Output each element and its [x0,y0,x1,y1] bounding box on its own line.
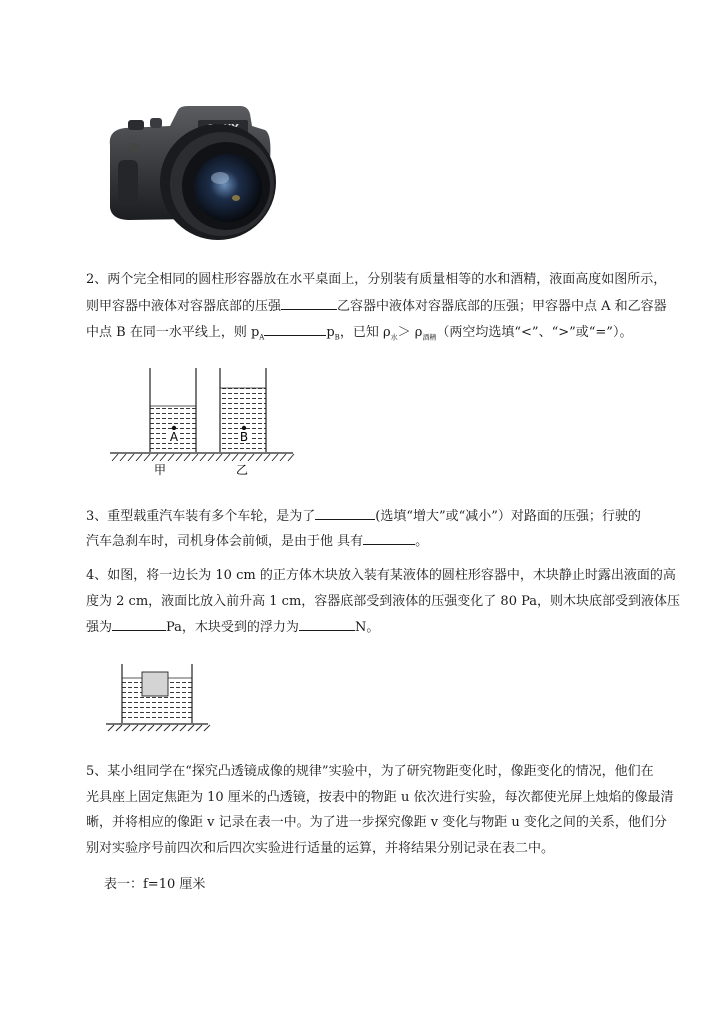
q2-line3: 中点 B 在同一水平线上，则 $p_A$ $p_B$，已知 $\rho_水> \rho_{酒精}$（两空均选填“<”、“>”或“=”）。 [86,322,632,348]
point-a-label: A [169,430,179,444]
table-caption: 表一：f=10 厘米 [104,877,206,892]
point-b-label: B [239,430,249,444]
container-yi-label: 乙 [236,463,249,477]
q5-line2: 光具座上固定焦距为 10 厘米的凸透镜，按表中的物距 u 依次进行实验，每次都使光屏上烛焰的像最清 [86,790,674,805]
q5-line1: 5、某小组同学在“探究凸透镜成像的规律”实验中，为了研究物距变化时，像距变化的情况，他们在 [86,764,654,779]
answer-blank[interactable] [363,531,415,545]
q4-line2: 度为 2 cm，液面比放入前升高 1 cm，容器底部受到液体的压强变化了 80 Pa，则木块底部受到液体压 [86,594,681,609]
wood-block-diagram [104,660,214,740]
q3-line1: 3、重型载重汽车装有多个车轮，是为了 (选填“增大”或“减小”）对路面的压强；行驶的 [86,506,641,527]
q5-line4: 别对实验序号前四次和后四次实验进行适量的运算，并将结果分别记录在表二中。 [86,841,555,856]
q4-line3: 强为 Pa，木块受到的浮力为 N。 [86,617,379,638]
containers-diagram [108,366,298,486]
q2-line1: 2、两个完全相同的圆柱形容器放在水平桌面上，分别装有质量相等的水和酒精，液面高度如图所示， [86,272,667,287]
camera-image [100,100,290,245]
q4-line1: 4、如图，将一边长为 10 cm 的正方体木块放入装有某液体的圆柱形容器中，木块静止时露出液面的高 [86,568,676,583]
answer-blank[interactable] [281,296,337,310]
q3-line2: 汽车急刹车时，司机身体会前倾，是由于他 具有 。 [86,531,428,552]
answer-blank[interactable] [112,617,166,631]
answer-blank[interactable] [315,506,375,520]
q5-line3: 晰，并将相应的像距 v 记录在表一中。为了进一步探究像距 v 变化与物距 u 变化之间的关系，他们分 [86,815,667,830]
answer-blank[interactable] [264,322,326,336]
q2-line2: 则甲容器中液体对容器底部的压强 乙容器中液体对容器底部的压强；甲容器中点 A 和乙容器 [86,296,667,317]
wood-block [142,672,168,696]
container-jia-label: 甲 [154,463,167,477]
answer-blank[interactable] [299,617,355,631]
